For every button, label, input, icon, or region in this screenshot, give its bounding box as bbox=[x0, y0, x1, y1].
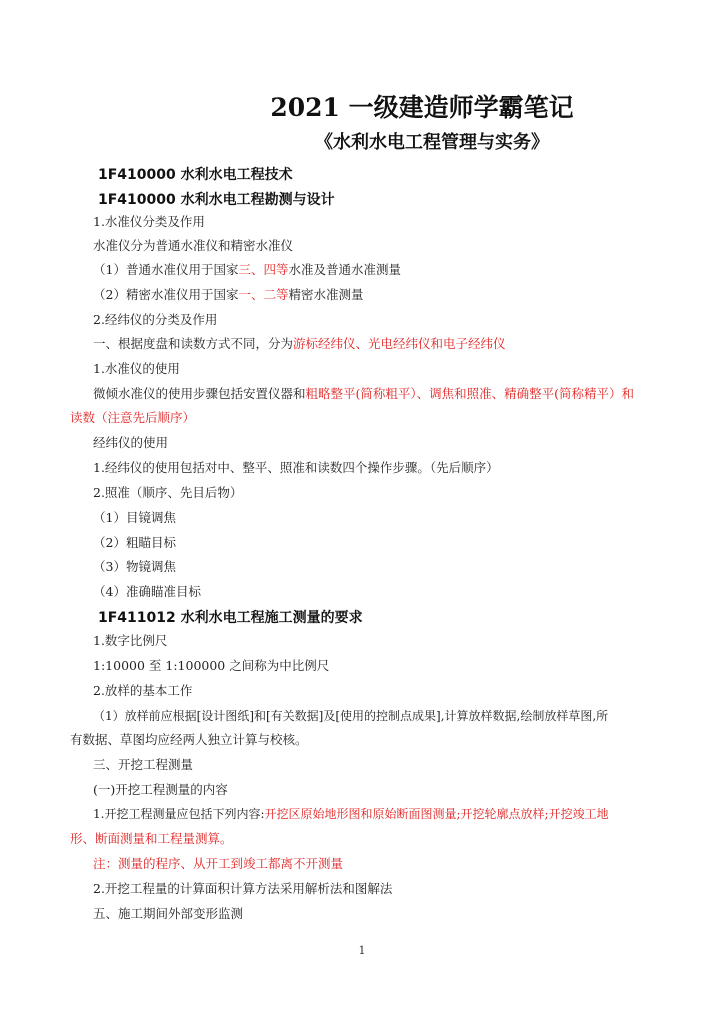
page-title: 2021 一级建造师学霸笔记 bbox=[270, 93, 574, 122]
text-line: 五、施工期间外部变形监测 bbox=[93, 906, 244, 921]
text-line: （1）目镜调焦 bbox=[93, 510, 176, 525]
text-line: （1）放样前应根据[设计图纸]和[有关数据]及[使用的控制点成果],计算放样数据,绘制放样草图,所 bbox=[93, 709, 609, 723]
section-heading: 1F410000 水利水电工程技术 bbox=[98, 167, 293, 183]
highlight-text: 粗略整平(简称粗平）、调焦和照准、精确整平(简称精平）和 bbox=[305, 386, 635, 401]
text-line: 1.水准仪分类及作用 bbox=[93, 214, 205, 229]
text-line: 读数（注意先后顺序） bbox=[70, 410, 196, 425]
text-line: 1.数字比例尺 bbox=[93, 633, 168, 648]
text-line: 1.经纬仪的使用包括对中、整平、照准和读数四个操作步骤。（先后顺序） bbox=[93, 460, 499, 475]
highlight-text: 三、四等 bbox=[238, 262, 289, 277]
text-line bbox=[93, 805, 609, 823]
text-line: 有数据、草图均应经两人独立计算与校核。 bbox=[70, 732, 308, 747]
text-line: 2.放样的基本工作 bbox=[93, 683, 193, 698]
text-line: 2.经纬仪的分类及作用 bbox=[93, 312, 218, 327]
text-line bbox=[93, 261, 401, 279]
section-heading: 1F410000 水利水电工程勘测与设计 bbox=[98, 192, 335, 208]
text-segment: （1）普通水准仪用于国家 bbox=[93, 262, 239, 277]
text-segment: 精密水准测量 bbox=[288, 287, 364, 302]
text-segment: 一、根据度盘和读数方式不同，分为 bbox=[93, 336, 294, 351]
text-line bbox=[93, 335, 506, 353]
text-line: 2.开挖工程量的计算面积计算方法采用解析法和图解法 bbox=[93, 881, 393, 896]
highlight-text: 开挖区原始地形图和原始断面图测量;开挖轮廓点放样;开挖竣工地 bbox=[264, 807, 609, 821]
text-segment: 微倾水准仪的使用步骤包括安置仪器和 bbox=[93, 386, 306, 401]
text-line: 形、断面测量和工程量测算。 bbox=[70, 831, 233, 846]
text-line: （3）物镜调焦 bbox=[93, 559, 176, 574]
page-number: 1 bbox=[358, 944, 366, 957]
text-line: 经纬仪的使用 bbox=[93, 435, 169, 450]
text-line: （2）粗瞄目标 bbox=[93, 535, 176, 550]
text-segment: （2）精密水准仪用于国家 bbox=[93, 287, 239, 302]
highlight-text: 一、二等 bbox=[238, 287, 289, 302]
text-line: （4）准确瞄准目标 bbox=[93, 584, 201, 599]
text-segment: 水准及普通水准测量 bbox=[288, 262, 401, 277]
page-subtitle: 《水利水电工程管理与实务》 bbox=[315, 132, 549, 153]
text-segment: 1.开挖工程测量应包括下列内容: bbox=[93, 807, 265, 821]
text-line: 1.水准仪的使用 bbox=[93, 361, 180, 376]
section-heading: 1F411012 水利水电工程施工测量的要求 bbox=[98, 610, 363, 626]
text-line: 水准仪分为普通水准仪和精密水准仪 bbox=[93, 238, 294, 253]
text-line: 注：测量的程序、从开工到竣工都离不开测量 bbox=[93, 856, 344, 871]
text-line bbox=[93, 286, 364, 304]
highlight-text: 游标经纬仪、光电经纬仪和电子经纬仪 bbox=[293, 336, 506, 351]
text-line: (一)开挖工程测量的内容 bbox=[93, 782, 228, 797]
text-line: 三、开挖工程测量 bbox=[93, 757, 194, 772]
text-line bbox=[93, 385, 634, 403]
text-line: 1:10000 至 1:100000 之间称为中比例尺 bbox=[93, 658, 330, 673]
text-line: 2.照准（顺序、先目后物） bbox=[93, 485, 243, 500]
